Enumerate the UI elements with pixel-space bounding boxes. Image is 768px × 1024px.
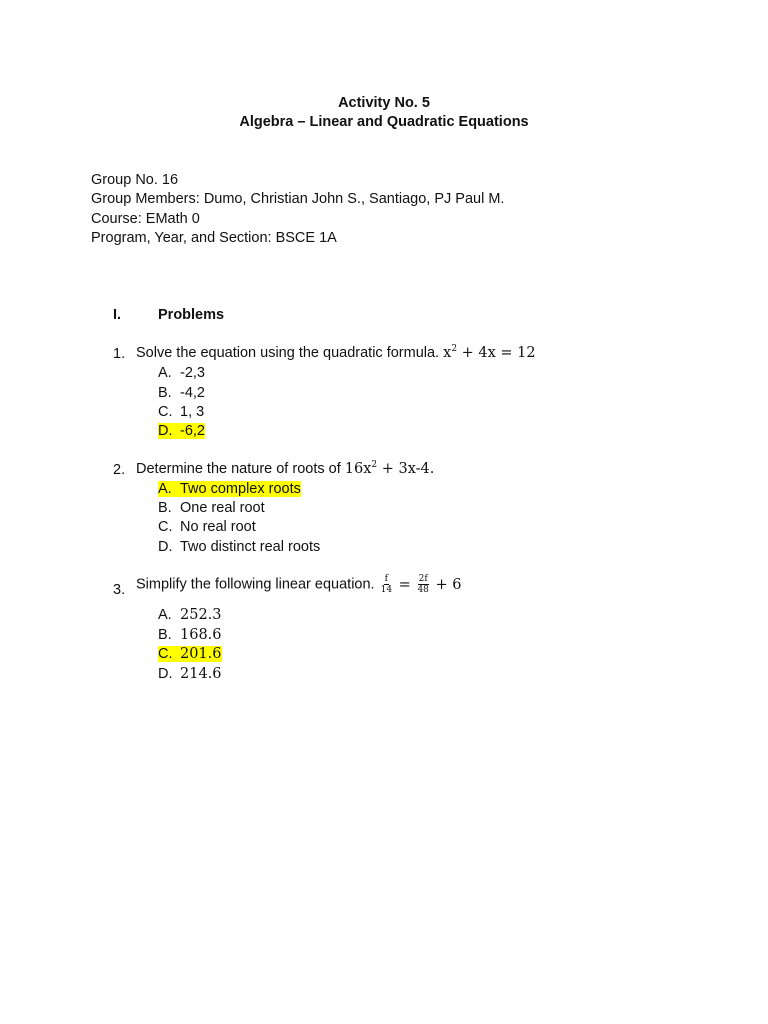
section-title: Problems xyxy=(158,307,225,323)
subject-title: Algebra – Linear and Quadratic Equations xyxy=(239,114,529,130)
answer-option[interactable]: A. -2,3 xyxy=(158,365,205,381)
program-year-section: Program, Year, and Section: BSCE 1A xyxy=(91,230,337,246)
question-number: 2. xyxy=(113,462,126,478)
answer-option[interactable]: B. -4,2 xyxy=(158,385,205,401)
question-text xyxy=(136,460,434,477)
answer-option[interactable]: A. 252.3 xyxy=(158,607,222,623)
course: Course: EMath 0 xyxy=(91,211,200,227)
equation: $\frac{f}{14}$ = $\frac{2f}{48}$ + 6 xyxy=(380,574,462,595)
answer-option[interactable]: C. 1, 3 xyxy=(158,404,205,420)
answer-option-highlighted[interactable]: C. 201.6 xyxy=(158,646,222,662)
question-text xyxy=(136,344,536,361)
fraction: $\frac{2f}{48}$ xyxy=(417,574,429,595)
answer-option-highlighted[interactable]: A. Two complex roots xyxy=(158,481,301,497)
fraction: $\frac{f}{14}$ xyxy=(380,574,393,595)
answer-option[interactable]: B. One real root xyxy=(158,500,265,516)
answer-option-highlighted[interactable]: D. -6,2 xyxy=(158,423,205,439)
question-prompt: Simplify the following linear equation. xyxy=(136,576,375,593)
equation: $x^2 + 4x = 12$ xyxy=(443,344,536,361)
answer-option[interactable]: D. Two distinct real roots xyxy=(158,539,321,555)
group-number: Group No. 16 xyxy=(91,172,179,188)
question-prompt: Solve the equation using the quadratic formula. xyxy=(136,344,440,361)
question-number: 3. xyxy=(113,582,126,598)
equation: $16x^2 + 3x-4$. xyxy=(344,460,435,477)
section-number: I. xyxy=(113,307,122,323)
question-text xyxy=(136,574,461,595)
question-prompt: Determine the nature of roots of xyxy=(136,460,341,477)
answer-option[interactable]: D. 214.6 xyxy=(158,666,222,682)
answer-option[interactable]: C. No real root xyxy=(158,519,256,535)
answer-option[interactable]: B. 168.6 xyxy=(158,627,222,643)
question-number: 1. xyxy=(113,346,126,362)
activity-title: Activity No. 5 xyxy=(338,95,430,111)
group-members: Group Members: Dumo, Christian John S., Santiago, PJ Paul M. xyxy=(91,191,505,207)
